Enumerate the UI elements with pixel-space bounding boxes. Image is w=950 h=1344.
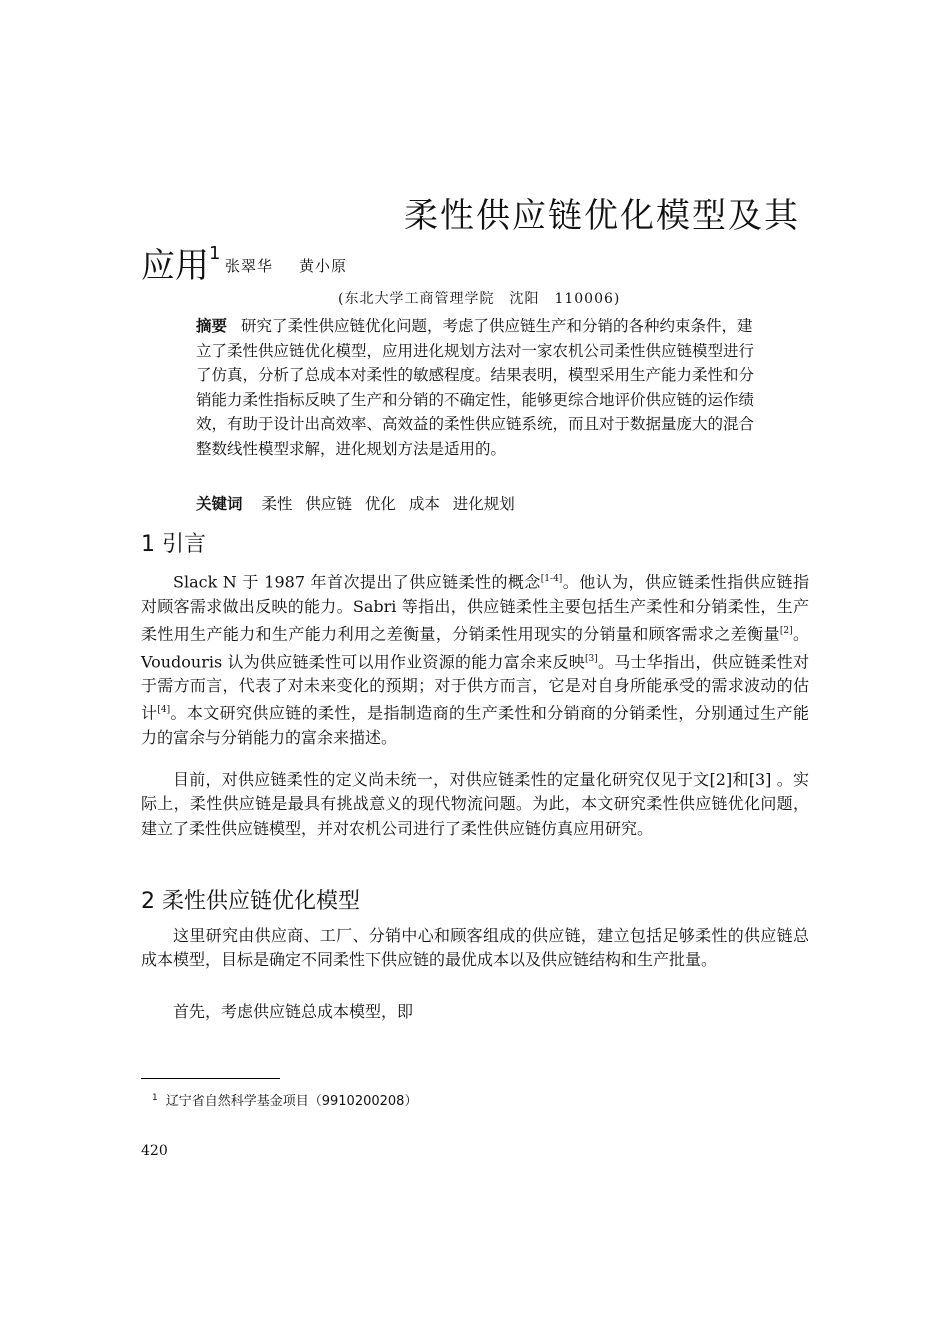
- keyword-item: 优化: [364, 495, 396, 513]
- author-list: [225, 255, 347, 276]
- title-footnote-mark: 1: [209, 242, 221, 264]
- page-number: 420: [141, 1143, 168, 1159]
- abstract: [196, 314, 764, 462]
- section-2-paragraph-1: 这里研究由供应商、工厂、分销中心和顾客组成的供应链，建立包括足够柔性的供应链总成本模型，目标是确定不同柔性下供应链的最优成本以及供应链结构和生产批量。: [141, 926, 809, 970]
- keywords-label: 关键词: [196, 495, 243, 513]
- section-1-heading: 1 引言: [141, 532, 206, 557]
- text-run: 。本文研究供应链的柔性，是指制造商的生产柔性和分销商的分销柔性，分别通过生产能力的富余与分销能力的富余来描述。: [141, 703, 809, 748]
- text-run: 。他认为，供应链柔性指供应链指对顾客需求做出反映的能力。Sabri 等指出，供应链柔性主要包括生产柔性和分销柔性，生产柔性用生产能力和生产能力利用之差衡量，分销柔性用现实的分销量和顾客需求之差衡量: [141, 572, 809, 644]
- section-2-paragraph-2: 首先，考虑供应链总成本模型，即: [173, 1002, 414, 1021]
- paper-title-line1: 柔性供应链优化模型及其: [404, 196, 800, 236]
- keyword-item: 柔性: [261, 495, 293, 513]
- paper-title-line2-text: 应用: [141, 246, 209, 286]
- paper-title-line2: [141, 238, 220, 287]
- text-run: Slack N 于 1987 年首次提出了供应链柔性的概念: [173, 572, 541, 592]
- section-1-paragraph-1: [141, 567, 809, 750]
- citation-ref: [4]: [157, 705, 171, 716]
- abstract-label: 摘要: [196, 317, 228, 335]
- footnote-mark: 1: [152, 1092, 158, 1103]
- keyword-item: 成本: [408, 495, 440, 513]
- footnote-divider: [141, 1078, 280, 1079]
- citation-ref: [2]: [779, 625, 793, 636]
- keywords: [196, 492, 523, 514]
- author-2: 黄小原: [299, 257, 348, 275]
- affiliation: (东北大学工商管理学院 沈阳 110006): [338, 291, 621, 307]
- footnote: [152, 1090, 417, 1109]
- citation-ref: [3]: [585, 653, 598, 664]
- abstract-text: 研究了柔性供应链优化问题，考虑了供应链生产和分销的各种约束条件，建立了柔性供应链优化模型，应用进化规划方法对一家农机公司柔性供应链模型进行了仿真，分析了总成本对柔性的敏感程度。结果表明，模型采用生产能力柔性和分销能力柔性指标反映了生产和分销的不确定性，能够更综合地评价供应链的运作绩效，有助于设计出高效率、高效益的柔性供应链系统，而且对于数据量庞大的混合整数线性模型求解，进化规划方法是适用的。: [196, 317, 755, 458]
- section-1-paragraph-2: 目前，对供应链柔性的定义尚未统一，对供应链柔性的定量化研究仅见于文[2]和[3] 。实际上，柔性供应链是最具有挑战意义的现代物流问题。为此，本文研究柔性供应链优化问题，建立了柔性供应链模型，并对农机公司进行了柔性供应链仿真应用研究。: [141, 770, 809, 838]
- keyword-item: 进化规划: [452, 495, 515, 513]
- text-run: 。Voudouris 认为供应链柔性可以用作业资源的能力富余来反映: [141, 624, 809, 671]
- footnote-text: 辽宁省自然科学基金项目（9910200208）: [165, 1094, 418, 1109]
- section-2-heading: 2 柔性供应链优化模型: [141, 889, 360, 914]
- text-run: 。马士华指出，供应链柔性对于需方而言，代表了对未来变化的预期；对于供方而言，它是对自身所能承受的需求波动的估计: [141, 651, 809, 723]
- citation-ref: [1-4]: [540, 574, 563, 584]
- keyword-item: 供应链: [305, 495, 352, 513]
- author-1: 张翠华: [225, 257, 274, 275]
